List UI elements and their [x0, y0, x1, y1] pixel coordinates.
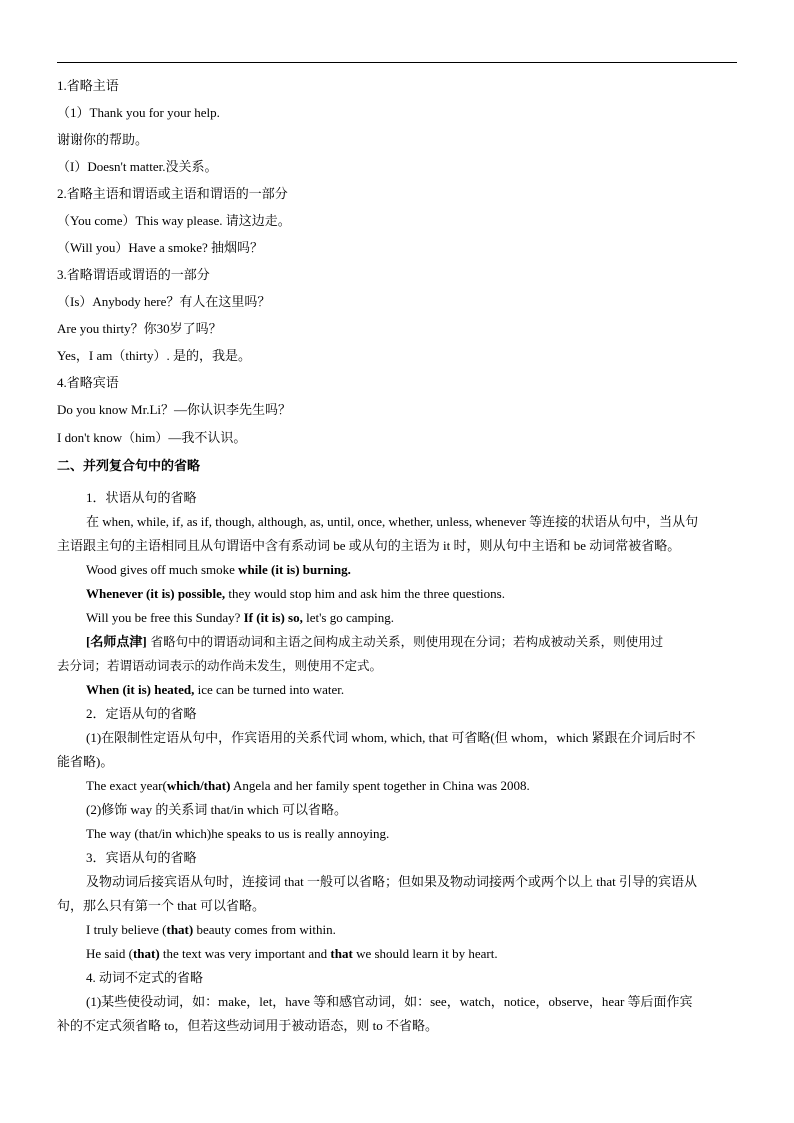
- paragraph-line: 句，那么只有第一个 that 可以省略。: [57, 898, 265, 913]
- example-line: I don't know（him）—我不认识。: [57, 430, 247, 445]
- example-line: （I）Doesn't matter.没关系。: [57, 159, 218, 174]
- example-sentence: When (it is) heated, ice can be turned into water.: [86, 682, 345, 697]
- example-sentence: Whenever (it is) possible, they would stop him and ask him the three questions.: [86, 586, 505, 601]
- paragraph-line: (2)修饰 way 的关系词 that/in which 可以省略。: [86, 802, 348, 817]
- example-line: （Is）Anybody here？有人在这里吗？: [57, 294, 271, 309]
- subheading-object-clause: 3．宾语从句的省略: [86, 850, 197, 865]
- teacher-note-tag: [名师点津]: [86, 634, 147, 649]
- example-line: Do you know Mr.Li？—你认识李先生吗？: [57, 402, 292, 417]
- paragraph-line: 能省略)。: [57, 754, 114, 769]
- translation-line: 谢谢你的帮助。: [57, 132, 149, 147]
- heading-omit-subject: 1.省略主语: [57, 78, 119, 93]
- paragraph-line: (1)某些使役动词，如：make，let，have 等和感官动词，如：see，watch，notice，observe，hear 等后面作宾: [86, 994, 693, 1009]
- example-line: Yes，I am（thirty）. 是的，我是。: [57, 348, 252, 363]
- paragraph-line: (1)在限制性定语从句中，作宾语用的关系代词 whom, which, that 可省略(但 whom，which 紧跟在介词后时不: [86, 730, 696, 745]
- header-rule: [57, 62, 737, 63]
- heading-omit-subject-predicate: 2.省略主语和谓语或主语和谓语的一部分: [57, 186, 288, 201]
- example-sentence: Will you be free this Sunday? If (it is) so, let's go camping.: [86, 610, 394, 625]
- subheading-attributive-clause: 2．定语从句的省略: [86, 706, 197, 721]
- example-line: （Will you）Have a smoke? 抽烟吗？: [57, 240, 263, 255]
- subheading-infinitive: 4. 动词不定式的省略: [86, 970, 204, 985]
- heading-omit-predicate: 3.省略谓语或谓语的一部分: [57, 267, 210, 282]
- example-sentence: He said (that) the text was very important and that we should learn it by heart.: [86, 946, 498, 961]
- teacher-note-line: 去分词；若谓语动词表示的动作尚未发生，则使用不定式。: [57, 658, 383, 673]
- paragraph-line: 及物动词后接宾语从句时，连接词 that 一般可以省略；但如果及物动词接两个或两个以上 that 引导的宾语从: [86, 874, 697, 889]
- teacher-note: [名师点津] 省略句中的谓语动词和主语之间构成主动关系，则使用现在分词；若构成被动关系，则使用过: [86, 634, 664, 649]
- example-line: （1）Thank you for your help.: [57, 105, 220, 120]
- heading-omit-object: 4.省略宾语: [57, 375, 119, 390]
- section-heading: 二、并列复合句中的省略: [57, 458, 201, 473]
- paragraph-line: 在 when, while, if, as if, though, although, as, until, once, whether, unless, whenever 等连接的状语从句中，当从句: [86, 514, 699, 529]
- example-sentence: Wood gives off much smoke while (it is) burning.: [86, 562, 351, 577]
- example-sentence: I truly believe (that) beauty comes from within.: [86, 922, 336, 937]
- subheading-adverbial-clause: 1．状语从句的省略: [86, 490, 197, 505]
- paragraph-line: 主语跟主句的主语相同且从句谓语中含有系动词 be 或从句的主语为 it 时，则从句中主语和 be 动词常被省略。: [57, 538, 681, 553]
- example-line: Are you thirty？你30岁了吗？: [57, 321, 222, 336]
- example-sentence: The way (that/in which)he speaks to us is really annoying.: [86, 826, 390, 841]
- example-sentence: The exact year(which/that) Angela and her family spent together in China was 2008.: [86, 778, 530, 793]
- paragraph-line: 补的不定式须省略 to，但若这些动词用于被动语态，则 to 不省略。: [57, 1018, 438, 1033]
- example-line: （You come）This way please. 请这边走。: [57, 213, 291, 228]
